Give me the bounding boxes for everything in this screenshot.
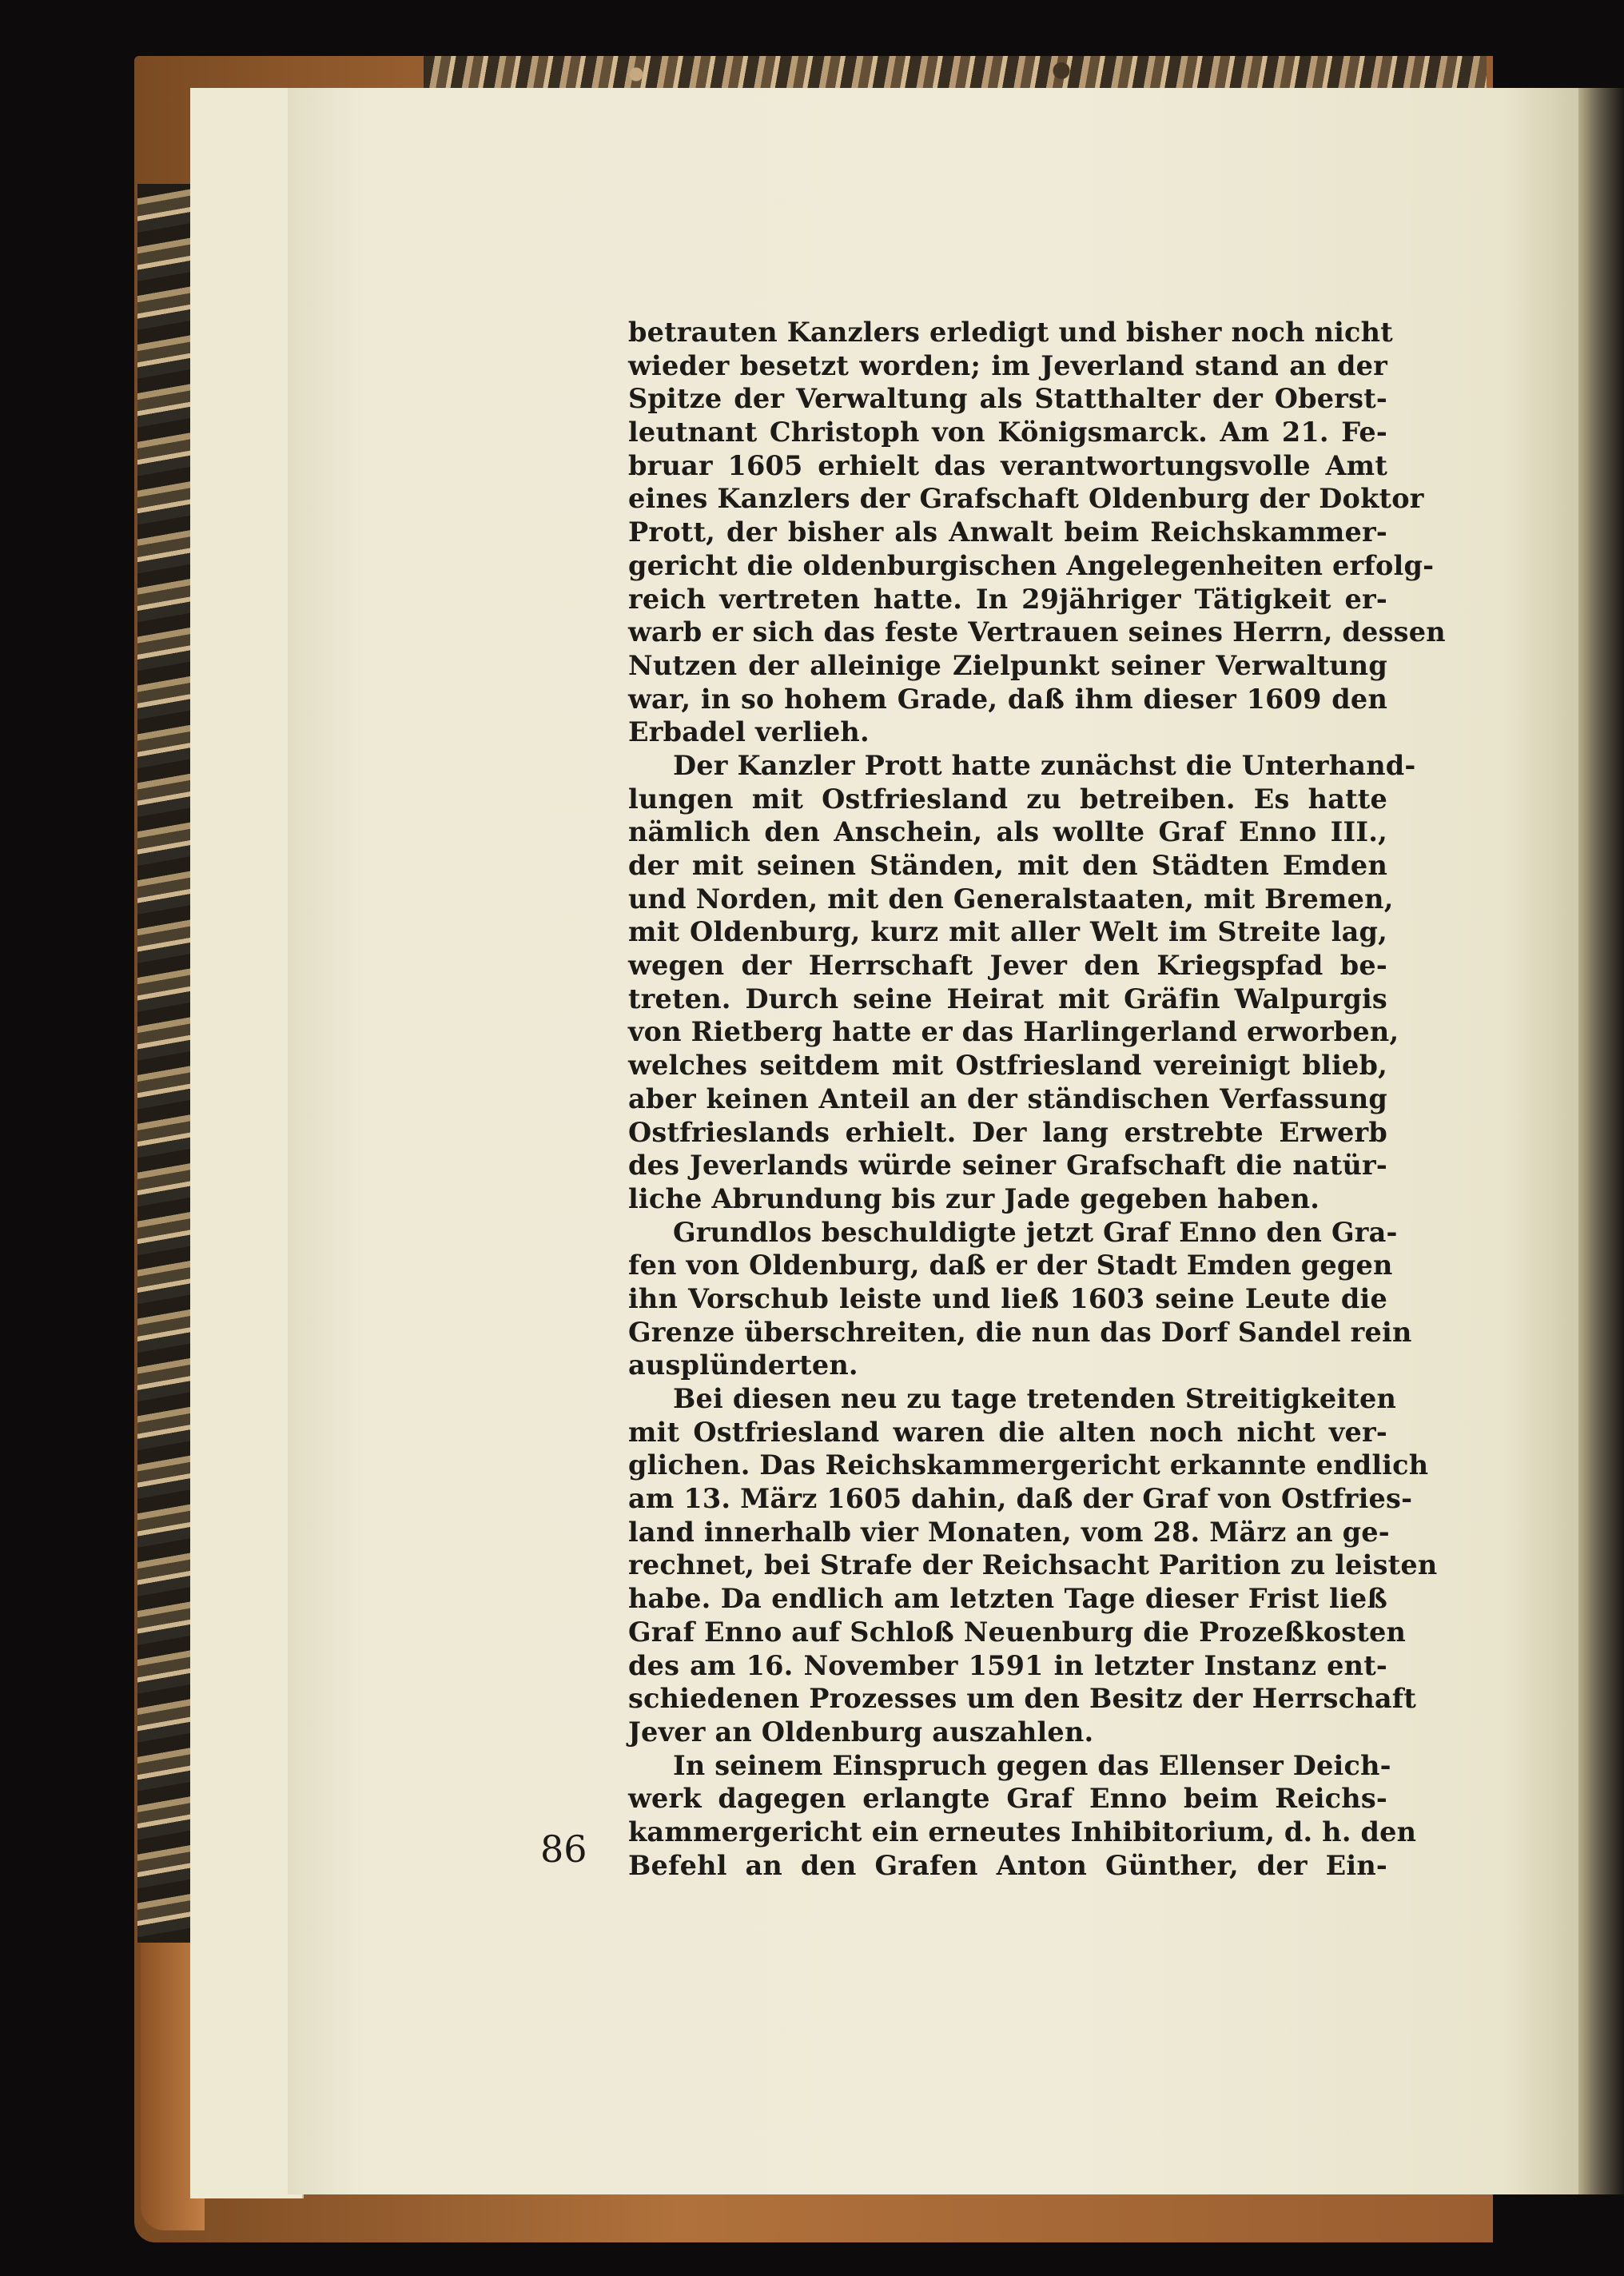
page-number: 86 <box>540 1828 587 1871</box>
text-line: ihn Vorschub leiste und ließ 1603 seine Leute die <box>628 1282 1387 1314</box>
text-line: aber keinen Anteil an der ständischen Verfassung <box>628 1082 1387 1114</box>
text-line: gericht die oldenburgischen Angelegenheiten erfolg- <box>628 549 1435 581</box>
text-line: ausplünderten. <box>628 1349 858 1381</box>
text-line: werk dagegen erlangte Graf Enno beim Reichs- <box>628 1783 1387 1815</box>
text-line: und Norden, mit den Generalstaaten, mit Bremen, <box>628 883 1394 915</box>
text-line: war, in so hohem Grade, daß ihm dieser 1609 den <box>628 683 1387 715</box>
text-line: nämlich den Anschein, als wollte Graf Enno III., <box>628 816 1387 848</box>
text-line: liche Abrundung bis zur Jade gegeben haben. <box>628 1182 1320 1214</box>
text-line: habe. Da endlich am letzten Tage dieser Frist ließ <box>628 1583 1387 1615</box>
text-line: wieder besetzt worden; im Jeverland stand an der <box>628 349 1387 381</box>
text-line: fen von Oldenburg, daß er der Stadt Emden gegen <box>628 1250 1393 1281</box>
text-line: mit Oldenburg, kurz mit aller Welt im Streite lag, <box>628 916 1387 948</box>
text-line: leutnant Christoph von Königsmarck. Am 21. Fe- <box>628 417 1387 448</box>
text-line: schiedenen Prozesses um den Besitz der Herrschaft <box>628 1683 1417 1715</box>
text-line: In seinem Einspruch gegen das Ellenser Deich- <box>673 1749 1391 1781</box>
text-line: reich vertreten hatte. In 29jähriger Tätigkeit er- <box>628 583 1387 615</box>
text-line: welches seitdem mit Ostfriesland vereinigt blieb, <box>628 1050 1387 1082</box>
text-line: Spitze der Verwaltung als Statthalter der Oberst- <box>628 383 1387 415</box>
text-line: des am 16. November 1591 in letzter Instanz ent- <box>628 1649 1387 1681</box>
text-line: Grundlos beschuldigte jetzt Graf Enno den Gra- <box>673 1216 1398 1248</box>
text-line: Prott, der bisher als Anwalt beim Reichskammer- <box>628 516 1387 548</box>
text-line: Grenze überschreiten, die nun das Dorf Sandel rein <box>628 1316 1412 1348</box>
text-line: Jever an Oldenburg auszahlen. <box>628 1716 1094 1748</box>
text-line: bruar 1605 erhielt das verantwortungsvolle Amt <box>628 449 1387 481</box>
marbled-endpaper-left <box>137 184 195 1943</box>
text-line: der mit seinen Ständen, mit den Städten Emden <box>628 850 1387 881</box>
text-line: treten. Durch seine Heirat mit Gräfin Walpurgis <box>628 983 1387 1014</box>
text-line: rechnet, bei Strafe der Reichsacht Parition zu leisten <box>628 1549 1438 1581</box>
text-line: land innerhalb vier Monaten, vom 28. März an ge- <box>628 1516 1390 1548</box>
text-line: glichen. Das Reichskammergericht erkannte endlich <box>628 1449 1429 1481</box>
text-line: Graf Enno auf Schloß Neuenburg die Prozeßkosten <box>628 1616 1407 1648</box>
text-line: des Jeverlands würde seiner Grafschaft die natür- <box>628 1150 1387 1182</box>
text-line: eines Kanzlers der Grafschaft Oldenburg der Doktor <box>628 483 1424 515</box>
text-line: Erbadel verlieh. <box>628 716 870 748</box>
text-line: von Rietberg hatte er das Harlingerland erworben, <box>628 1016 1399 1048</box>
text-line: mit Ostfriesland waren die alten noch nicht ver- <box>628 1416 1387 1448</box>
text-line: lungen mit Ostfriesland zu betreiben. Es hatte <box>628 783 1387 815</box>
text-line: Ostfrieslands erhielt. Der lang erstrebte Erwerb <box>628 1116 1387 1148</box>
text-line: Der Kanzler Prott hatte zunächst die Unterhand- <box>673 749 1416 781</box>
body-text <box>628 316 1446 1882</box>
text-line: Befehl an den Grafen Anton Günther, der Ein- <box>628 1849 1387 1881</box>
page-gutter <box>1578 88 1624 2194</box>
text-line: am 13. März 1605 dahin, daß der Graf von Ostfries- <box>628 1483 1413 1515</box>
text-line: betrauten Kanzlers erledigt und bisher noch nicht <box>628 317 1393 348</box>
text-line: wegen der Herrschaft Jever den Kriegspfad be- <box>628 950 1387 982</box>
text-line: Nutzen der alleinige Zielpunkt seiner Verwaltung <box>628 649 1387 681</box>
text-line: warb er sich das feste Vertrauen seines Herrn, dessen <box>628 616 1446 648</box>
text-line: kammergericht ein erneutes Inhibitorium, d. h. den <box>628 1816 1417 1848</box>
text-line: Bei diesen neu zu tage tretenden Streitigkeiten <box>673 1383 1397 1414</box>
